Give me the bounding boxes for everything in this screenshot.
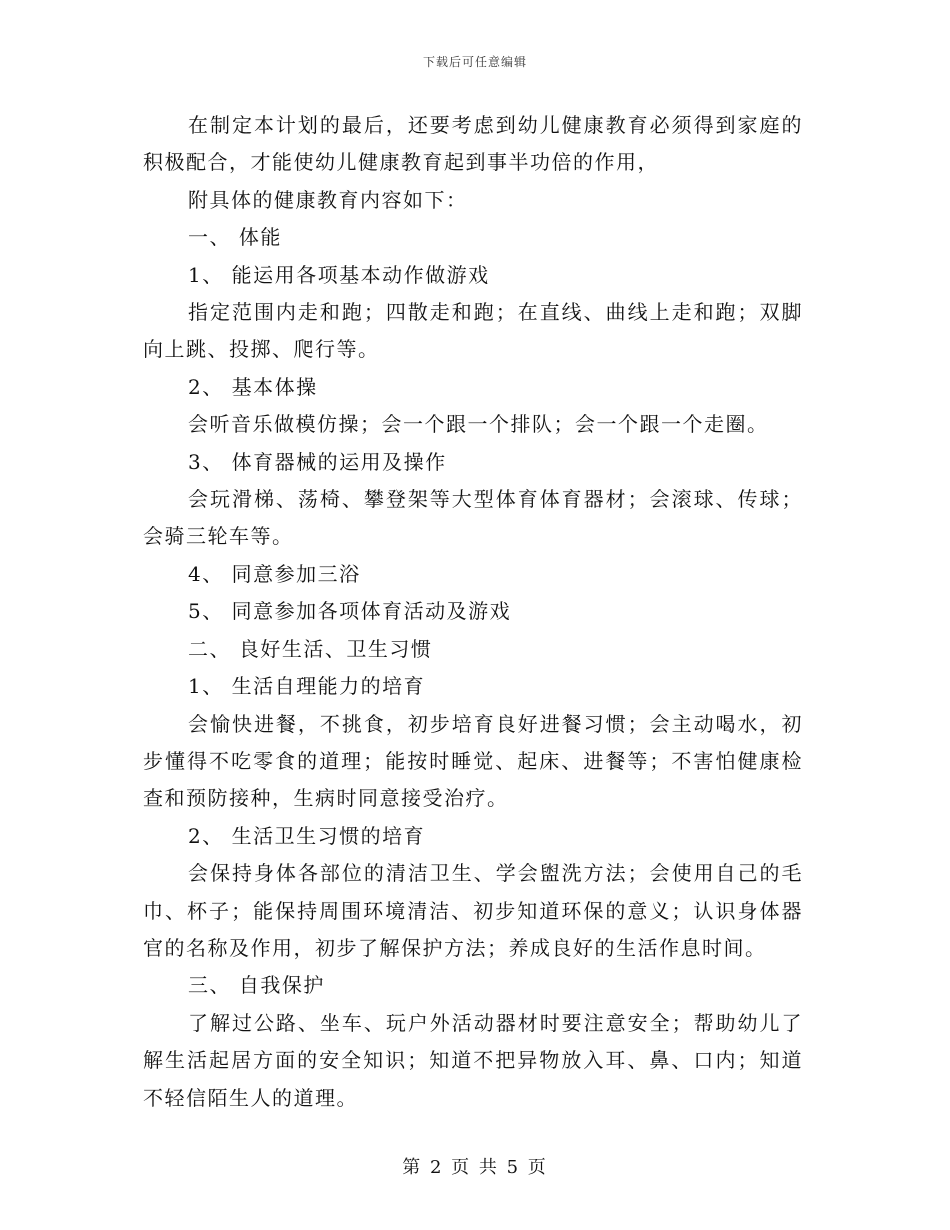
subsection-heading: 1、 能运用各项基本动作做游戏 [188, 262, 490, 287]
subsection-heading: 1、 生活自理能力的培育 [188, 674, 426, 699]
paragraph: 指定范围内走和跑；四散走和跑；在直线、曲线上走和跑；双脚向上跳、投掷、爬行等。 [143, 300, 803, 362]
paragraph: 会保持身体各部位的清洁卫生、学会盥洗方法；会使用自己的毛巾、杯子；能保持周围环境清洁、初步知道环保的意义；认识身体器官的名称及作用，初步了解保护方法；养成良好的生活作息时间。 [143, 861, 803, 960]
paragraph: 在制定本计划的最后，还要考虑到幼儿健康教育必须得到家庭的积极配合，才能使幼儿健康教育起到事半功倍的作用， [143, 113, 803, 175]
section-heading: 二、 良好生活、卫生习惯 [188, 636, 433, 661]
paragraph: 会玩滑梯、荡椅、攀登架等大型体育体育器材；会滚球、传球；会骑三轮车等。 [143, 487, 803, 549]
section-heading: 三、 自我保护 [188, 973, 325, 998]
paragraph: 了解过公路、坐车、玩户外活动器材时要注意安全；帮助幼儿了解生活起居方面的安全知识；知道不把异物放入耳、鼻、口内；知道不轻信陌生人的道理。 [143, 1010, 803, 1110]
document-body [143, 107, 803, 1117]
subsection-heading: 3、 体育器械的运用及操作 [188, 449, 447, 474]
paragraph: 附具体的健康教育内容如下： [188, 187, 468, 212]
subsection-heading: 2、 基本体操 [188, 374, 318, 399]
page-number: 第 2 页 共 5 页 [402, 1157, 548, 1178]
paragraph: 会听音乐做模仿操；会一个跟一个排队；会一个跟一个走圈。 [188, 412, 769, 437]
header-note: 下载后可任意编辑 [422, 55, 527, 69]
paragraph: 会愉快进餐，不挑食，初步培育良好进餐习惯；会主动喝水，初步懂得不吃零食的道理；能按时睡觉、起床、进餐等；不害怕健康检查和预防接种，生病时同意接受治疗。 [143, 711, 803, 811]
subsection-heading: 5、 同意参加各项体育活动及游戏 [188, 599, 512, 624]
section-heading: 一、 体能 [188, 225, 282, 250]
subsection-heading: 2、 生活卫生习惯的培育 [188, 823, 426, 848]
subsection-heading: 4、 同意参加三浴 [188, 561, 361, 586]
